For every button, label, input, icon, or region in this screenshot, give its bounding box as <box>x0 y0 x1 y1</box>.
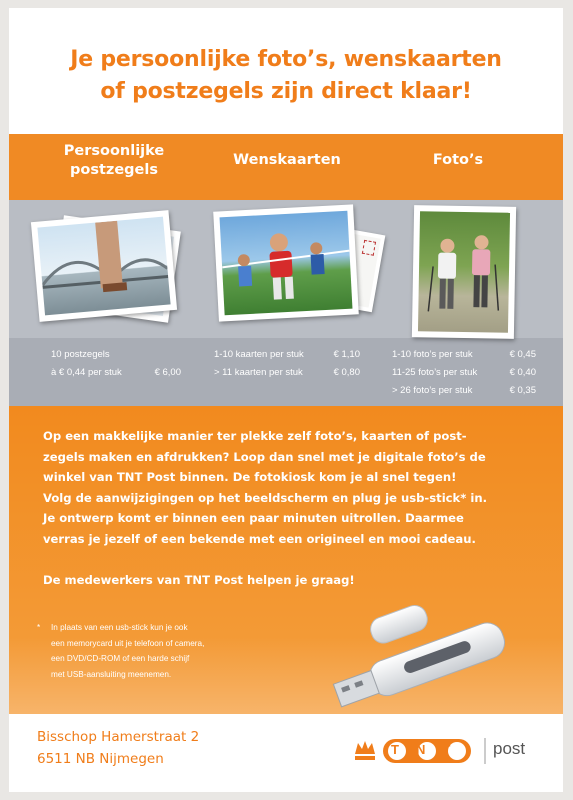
price-label: 11-25 foto’s per stuk <box>392 367 478 378</box>
price-line: 10 postzegels <box>51 349 110 360</box>
price-label: > 26 foto’s per stuk <box>392 385 473 396</box>
body-line: Op een makkelijke manier ter plekke zelf foto’s, kaarten of post- <box>43 429 467 443</box>
address-city: 6511 NB Nijmegen <box>37 751 164 767</box>
footnote-line: In plaats van een usb-stick kun je ook <box>51 623 188 632</box>
usb-stick-icon <box>309 588 519 718</box>
greeting-card-photo <box>213 204 359 321</box>
price-list-fotos <box>392 346 536 400</box>
price-value: € 0,45 <box>509 349 536 360</box>
price-line <box>392 382 536 400</box>
price-value: € 0,40 <box>509 367 536 378</box>
footnote-line: een memorycard uit je telefoon of camera, <box>51 638 205 648</box>
column-title-postzegels <box>51 142 177 180</box>
stamp-icon <box>362 240 376 256</box>
bridge-illustration <box>37 217 170 316</box>
body-line: Je ontwerp komt er binnen een paar minuten uitrollen. Daarmee <box>43 511 464 525</box>
column-title-line: postzegels <box>70 162 158 178</box>
walkers-illustration <box>418 211 510 333</box>
address <box>37 726 199 770</box>
price-line <box>214 364 360 382</box>
body-line: zegels maken en afdrukken? Loop dan snel met je digitale foto’s de <box>43 449 486 464</box>
price-line <box>214 346 360 364</box>
price-line <box>51 364 181 382</box>
closing-line: De medewerkers van TNT Post helpen je graag! <box>43 573 355 587</box>
price-value: € 0,80 <box>333 367 360 378</box>
walking-photo <box>412 205 516 339</box>
address-street: Bisschop Hamerstraat 2 <box>37 729 200 745</box>
headline-line-2: of postzegels zijn direct klaar! <box>100 79 472 104</box>
headline-line-1: Je persoonlijke foto’s, wenskaarten <box>70 47 502 72</box>
flyer <box>9 8 563 792</box>
price-list-wenskaarten <box>214 346 360 382</box>
price-value: € 6,00 <box>154 367 181 378</box>
footnote <box>37 620 287 682</box>
price-value: € 1,10 <box>333 349 360 360</box>
crown-icon <box>355 741 375 760</box>
price-label: > 11 kaarten per stuk <box>214 367 303 378</box>
footnote-line: een DVD/CD-ROM of een harde schijf <box>51 654 190 663</box>
price-label: 1-10 kaarten per stuk <box>214 349 304 360</box>
tnt-brand-text <box>391 742 468 757</box>
price-list-postzegels <box>51 346 181 382</box>
logo-suffix: post <box>493 739 526 758</box>
tnt-post-logo <box>349 736 549 766</box>
column-title-wenskaarten <box>207 151 367 170</box>
column-title-line: Foto’s <box>432 152 484 168</box>
column-title-line: Wenskaarten <box>233 152 341 168</box>
price-line <box>392 364 536 382</box>
footnote-line: met USB-aansluiting meenemen. <box>51 669 172 679</box>
body-line: verras je jezelf of een bekende met een origineel en mooi cadeau. <box>43 531 476 546</box>
stamp-photo <box>31 210 177 322</box>
price-line <box>392 346 536 364</box>
headline <box>9 44 563 108</box>
footer <box>9 714 563 792</box>
column-title-line: Persoonlijke <box>63 143 165 159</box>
body-line: winkel van TNT Post binnen. De fotokiosk kom je al snel tegen! <box>43 470 457 484</box>
price-label: à € 0,44 per stuk <box>51 367 122 378</box>
runners-illustration <box>220 211 353 316</box>
column-title-fotos <box>403 151 513 170</box>
body-paragraph <box>43 426 543 549</box>
price-value: € 0,35 <box>509 385 536 396</box>
price-label: 1-10 foto’s per stuk <box>392 349 473 360</box>
body-line: Volg de aanwijzigingen op het beeldscherm en plug je usb-stick* in. <box>43 490 487 505</box>
footnote-marker: * <box>37 623 41 632</box>
tnt-letters: TNT <box>391 742 468 757</box>
